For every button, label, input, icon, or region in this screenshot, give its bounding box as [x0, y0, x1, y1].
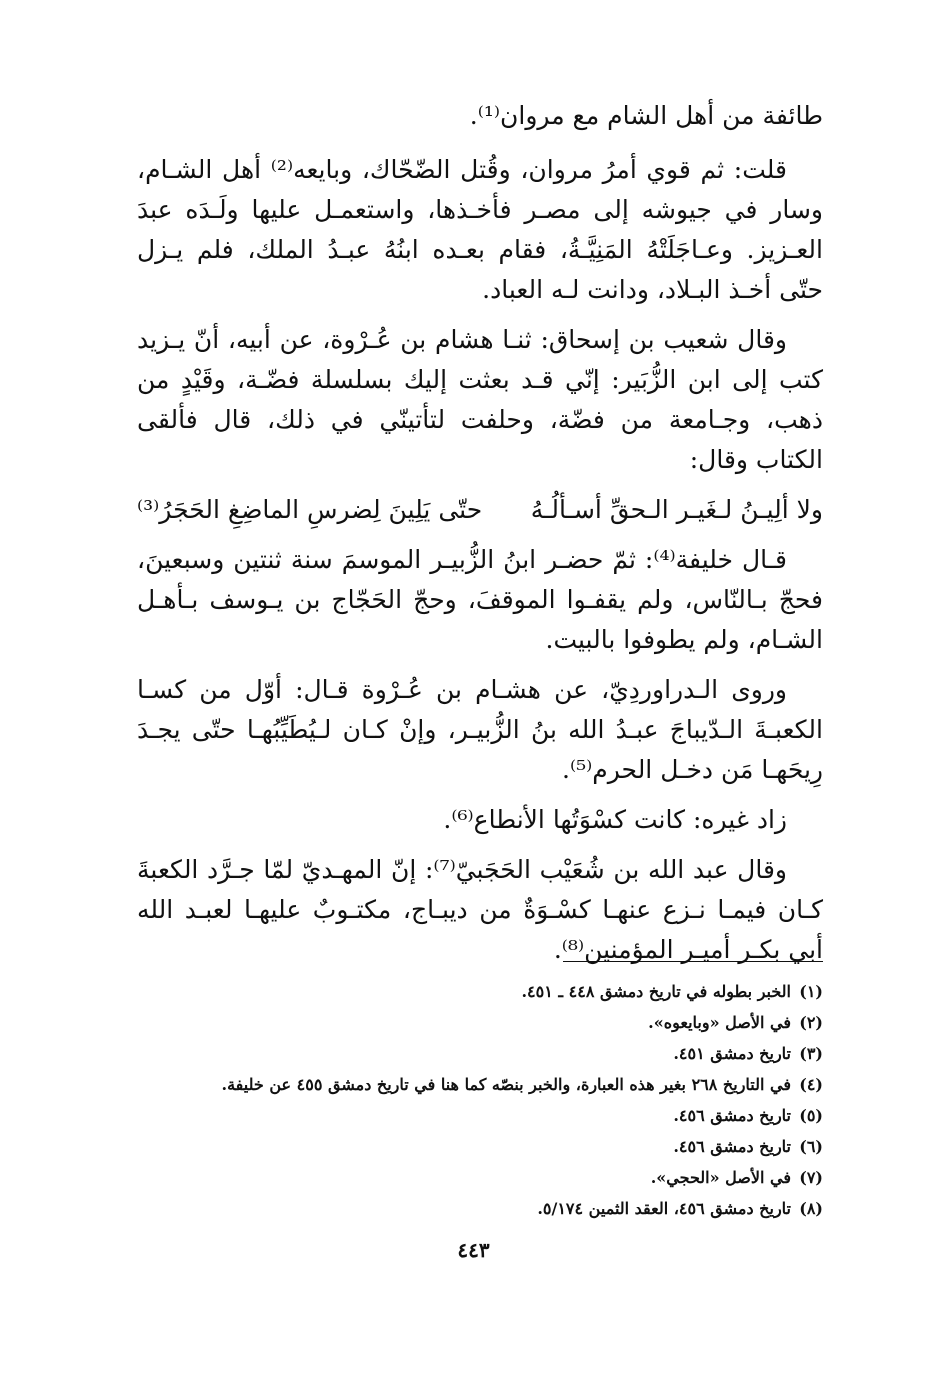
footnote-text: في الأصل «وبايعوه». — [648, 1013, 791, 1032]
page-number: ٤٤٣ — [457, 1238, 490, 1262]
footnote-text: تاريخ دمشق ٤٥١. — [673, 1044, 791, 1063]
footnote — [137, 1162, 823, 1193]
footnote-number: (١) — [799, 982, 823, 1001]
footnote-separator — [563, 961, 823, 962]
footnote-number: (٧) — [799, 1168, 823, 1187]
footnote — [137, 1007, 823, 1038]
paragraph-5: وروى الـدراوردِيّ، عن هشـام بن عُـرْوة قـال: أوّل من كسـا الكعبـةَ الـدّيباجَ عبـدُ الله بنُ الزُّبيـر، وإنْ كـان لـيُطَيِّبُهـا حتّى يجـدَ رِيحَهـا مَن دخـل الحرم⁽⁵⁾. — [137, 675, 823, 784]
paragraph-4: قـال خليفة⁽⁴⁾: ثمّ حضـر ابنُ الزُّبيـر الموسمَ سنة ثنتين وسبعينَ، فحجّ بـالنّاس، ولم يقفـوا الموقفَ، وحجّ الحَجّاج بن يـوسف بـأهـل الشـام، ولم يطوفوا بالبيت. — [137, 545, 823, 654]
footnote-number: (٦) — [799, 1137, 823, 1156]
footnote — [137, 1193, 823, 1224]
paragraph-2: قلت: ثم قوي أمرُ مروان، وقُتل الضّحّاك، وبايعه⁽²⁾ أهل الشـام، وسار في جيوشه إلى مصـر فأخـذها، واستعمـل عليها ولَـدَه عبدَ العـزيز. وعـاجَلَتْهُ المَنِيَّـةُ، فقام بعـده ابنُهُ عبـدُ الملك، فلم يـزل حتّى أخـذ البـلاد، ودانت لـه العباد. — [137, 155, 823, 304]
footnote-number: (٢) — [799, 1013, 823, 1032]
footnote — [137, 1069, 823, 1100]
paragraph-6: زاد غيره: كانت كسْوَتُها الأنطاع⁽⁶⁾. — [443, 805, 787, 834]
footnote-number: (٨) — [799, 1199, 823, 1218]
footnote-text: تاريخ دمشق ٤٥٦، العقد الثمين ٥/١٧٤. — [537, 1199, 791, 1218]
footnote — [137, 1100, 823, 1131]
paragraph-1: طائفة من أهل الشام مع مروان⁽¹⁾. — [469, 101, 823, 130]
footnote-number: (٤) — [799, 1075, 823, 1094]
footnote — [137, 1038, 823, 1069]
footnote-number: (٣) — [799, 1044, 823, 1063]
footnotes — [137, 976, 823, 1224]
footnote-text: الخبر بطوله في تاريخ دمشق ٤٤٨ ـ ٤٥١. — [521, 982, 791, 1001]
paragraph-3: وقال شعيب بن إسحاق: ثنـا هشام بن عُـرْوة، عن أبيه، أنّ يـزيد كتب إلى ابن الزُّبَير: إنّي قـد بعثت إليك بسلسلة فضّـة، وقَيْدٍ من ذهب، وجـامعة من فضّة، وحلفت لتأتينّي في ذلك، قال فألقى الكتاب وقال: — [137, 325, 823, 474]
footnote-number: (٥) — [799, 1106, 823, 1125]
footnote — [137, 1131, 823, 1162]
paragraph-7: وقال عبد الله بن شُعَيْب الحَجَبيّ⁽⁷⁾: إنّ المهـديّ لمّا جـرَّد الكعبةَ كـان فيمـا نـزع عنهـا كسْـوَةٌ من ديبـاج، مكتـوبٌ عليهـا لعبـد الله أبي بكـر أميـر المؤمنين⁽⁸⁾. — [137, 855, 823, 964]
footnote-text: في الأصل «الحجي». — [650, 1168, 791, 1187]
footnote-text: تاريخ دمشق ٤٥٦. — [673, 1106, 791, 1125]
verse-second-hemistich: حتّى يَلِينَ لِضرسِ الماضِغِ الحَجَرُ⁽³⁾ — [137, 495, 483, 524]
page-body — [137, 96, 823, 1376]
poetry-verse — [137, 490, 823, 530]
footnote-text: تاريخ دمشق ٤٥٦. — [673, 1137, 791, 1156]
footnote — [137, 976, 823, 1007]
footnote-text: في التاريخ ٢٦٨ بغير هذه العبارة، والخبر بنصّه كما هنا في تاريخ دمشق ٤٥٥ عن خليفة. — [221, 1075, 791, 1094]
verse-first-hemistich: ولا ألِيـنُ لـغَيـر الـحقِّ أسـألُـهُ — [530, 495, 823, 524]
